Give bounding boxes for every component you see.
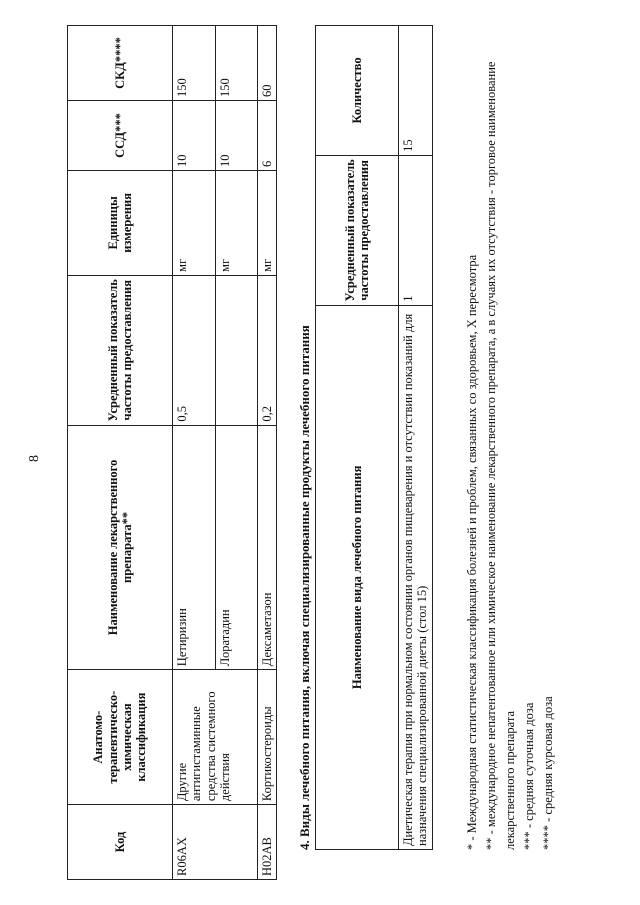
header-unit: Единицы измерения [68, 170, 173, 275]
footnote: **** - средняя курсовая доза [541, 696, 555, 850]
rotated-content [25, 25, 615, 880]
cell-atc: Другие антигистаминные средства системного действия [173, 670, 258, 805]
cell-drug: Лоратадин [215, 425, 258, 670]
table-row [258, 26, 277, 880]
header-frequency: Усредненный показатель частоты предоставления [316, 155, 399, 305]
header-frequency: Усредненный показатель частоты предоставления [68, 275, 173, 425]
header-ssd: ССД*** [68, 101, 173, 171]
cell-ssd: 10 [215, 101, 258, 171]
header-code: Код [68, 805, 173, 880]
cell-skd: 150 [173, 26, 216, 101]
section-title: 4. Виды лечебного питания, включая специализированные продукты лечебного питания [297, 325, 312, 850]
cell-code: H02AB [258, 805, 277, 880]
footnote: *** - средняя суточная доза [522, 702, 536, 850]
cell-atc: Кортикостероиды [258, 670, 277, 805]
header-atc: Анатомо-терапевтическо-химическая классификация [68, 670, 173, 805]
cell-unit: мг [258, 170, 277, 275]
cell-quantity: 15 [399, 26, 433, 156]
cell-frequency: 1 [399, 155, 433, 305]
cell-skd: 60 [258, 26, 277, 101]
cell-frequency: 0,5 [173, 275, 216, 425]
cell-drug: Цетиризин [173, 425, 216, 670]
cell-frequency [215, 275, 258, 425]
table-row [173, 26, 216, 880]
footnote: * - Международная статистическая классификация болезней и проблем, связанных со здоровьем, X пересмотра [465, 254, 479, 850]
cell-unit: мг [215, 170, 258, 275]
page-number: 8 [27, 455, 42, 462]
footnote: ** - международное непатентованное или химическое наименование лекарственного препарата, а в случаях их отсутствия - торговое наименование лекарственного препарата [484, 61, 517, 850]
cell-skd: 150 [215, 26, 258, 101]
cell-frequency: 0,2 [258, 275, 277, 425]
drug-table [67, 25, 277, 880]
cell-drug: Дексаметазон [258, 425, 277, 670]
drug-table-header-row [68, 26, 173, 880]
nutrition-table [315, 25, 433, 850]
cell-nutrition-name: Диетическая терапия при нормальном состоянии органов пищеварения и отсутствии показаний для назначения специализированной диеты (стол 15) [399, 305, 433, 849]
cell-code: R06AX [173, 805, 258, 880]
nutrition-table-header-row [316, 26, 399, 850]
cell-unit: мг [173, 170, 216, 275]
header-nutrition-name: Наименование вида лечебного питания [316, 305, 399, 849]
header-quantity: Количество [316, 26, 399, 156]
cell-ssd: 10 [173, 101, 216, 171]
header-skd: СКД**** [68, 26, 173, 101]
cell-ssd: 6 [258, 101, 277, 171]
header-drug-name: Наименование лекарственного препарата** [68, 425, 173, 670]
footnotes [463, 25, 558, 850]
table-row [399, 26, 433, 850]
